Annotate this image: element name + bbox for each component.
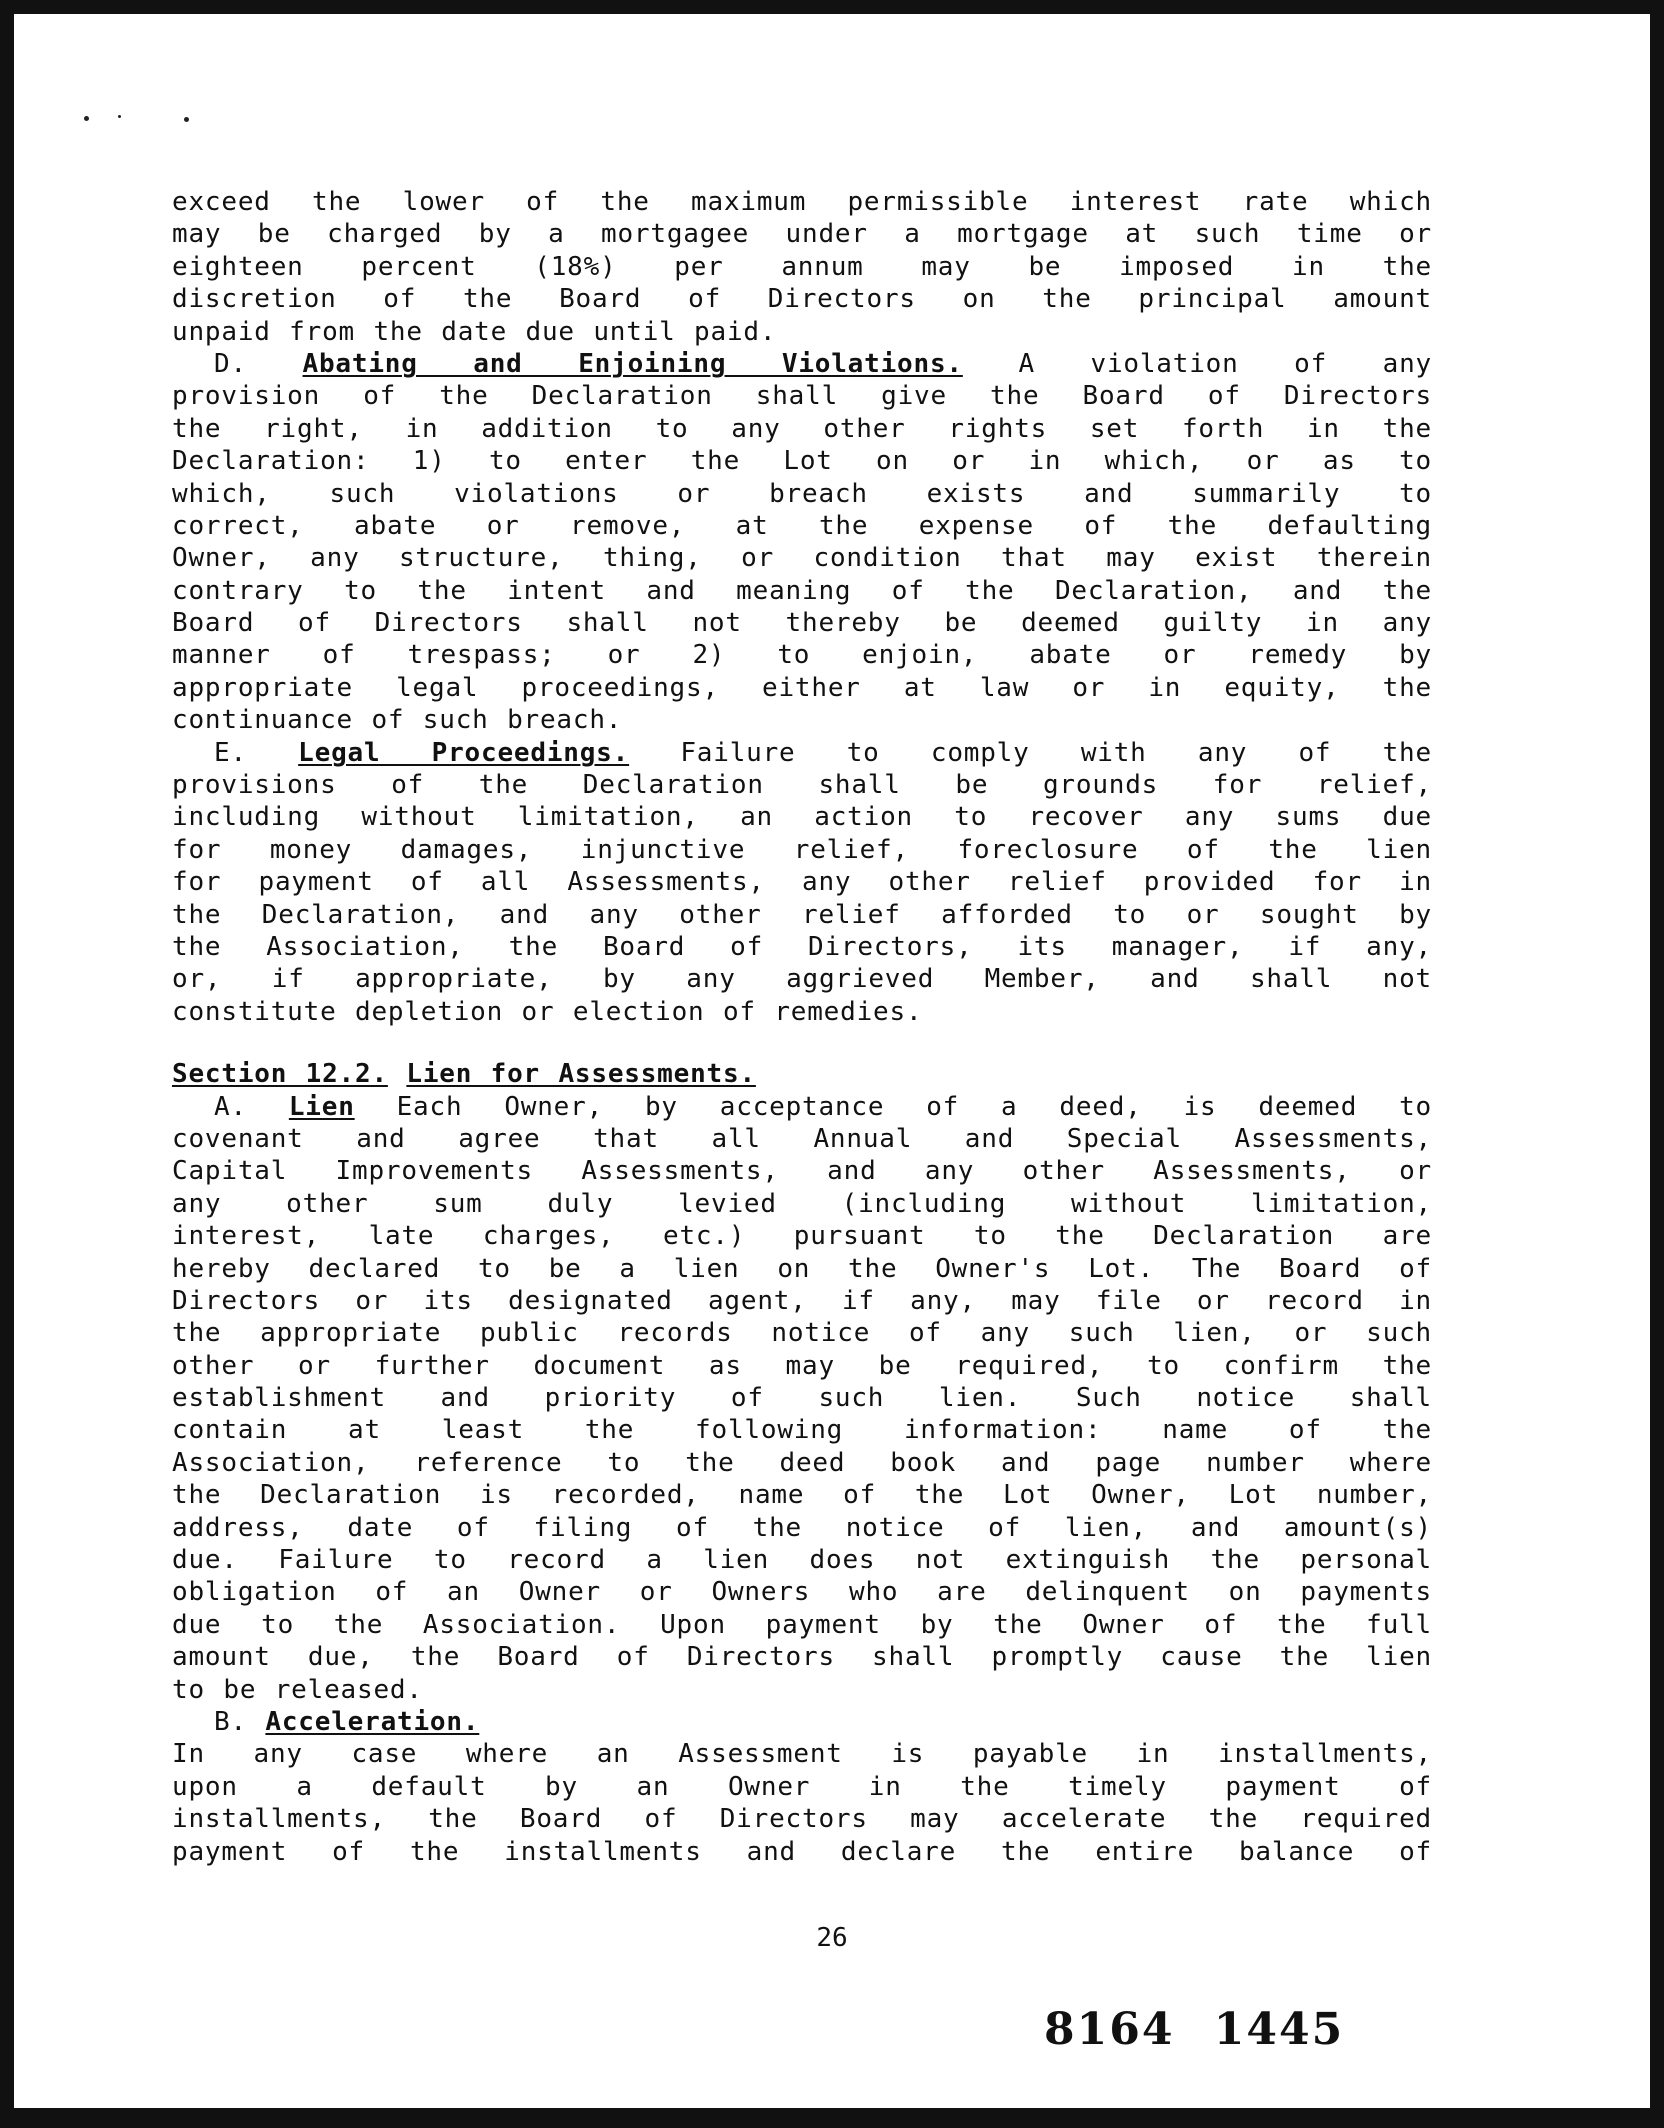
text-line (172, 1414, 1432, 1446)
line-text: In any case where an Assessment is payable in installments, (172, 1739, 1432, 1770)
text-line (172, 1641, 1432, 1673)
line-text: obligation of an Owner or Owners who are delinquent on payments (172, 1577, 1432, 1608)
text-line (172, 186, 1432, 218)
line-text: A violation of any (1018, 348, 1432, 379)
line-text: may be charged by a mortgagee under a mortgage at such time or (172, 219, 1432, 250)
item-letter: A. (214, 1091, 247, 1122)
text-line (172, 1512, 1432, 1544)
line-text: establishment and priority of such lien. Such notice shall (172, 1383, 1432, 1414)
text-line (172, 413, 1432, 445)
line-text: hereby declared to be a lien on the Owner's Lot. The Board of (172, 1253, 1432, 1284)
text-line (172, 1447, 1432, 1479)
text-line (172, 1738, 1432, 1770)
text-line (172, 1576, 1432, 1608)
paragraph-gap (172, 1028, 1432, 1058)
line-text: Each Owner, by acceptance of a deed, is deemed to (396, 1091, 1432, 1122)
line-text: unpaid from the date due until paid. (172, 316, 777, 347)
text-line (172, 1188, 1432, 1220)
line-text: exceed the lower of the maximum permissible interest rate which (172, 187, 1432, 217)
text-line (172, 1803, 1432, 1835)
text-line (172, 704, 1432, 736)
text-line (172, 478, 1432, 510)
item-letter: D. (214, 348, 247, 379)
line-text: Declaration: 1) to enter the Lot on or in which, or as to (172, 446, 1432, 477)
text-line (172, 996, 1432, 1028)
text-line (172, 931, 1432, 963)
line-text: Association, reference to the deed book and page number where (172, 1447, 1432, 1478)
line-text: Failure to comply with any of the (680, 737, 1432, 768)
line-text: to be released. (172, 1674, 423, 1705)
text-line (172, 1091, 1432, 1123)
section-number: Section 12.2. (172, 1059, 388, 1090)
line-text: eighteen percent (18%) per annum may be imposed in the (172, 251, 1432, 282)
line-text: the Declaration is recorded, name of the Lot Owner, Lot number, (172, 1480, 1432, 1511)
line-text: continuance of such breach. (172, 705, 623, 736)
line-text: interest, late charges, etc.) pursuant to the Declaration are (172, 1221, 1432, 1252)
text-line (172, 1674, 1432, 1706)
text-line (172, 607, 1432, 639)
line-text: including without limitation, an action to recover any sums due (172, 802, 1432, 833)
text-line (172, 1155, 1432, 1187)
text-line (172, 510, 1432, 542)
line-text: which, such violations or breach exists and summarily to (172, 478, 1432, 509)
subsection-heading: Acceleration. (265, 1706, 480, 1737)
document-page (14, 14, 1650, 2108)
text-line (172, 834, 1432, 866)
text-line (172, 1350, 1432, 1382)
text-line (172, 1253, 1432, 1285)
line-text: for money damages, injunctive relief, foreclosure of the lien (172, 834, 1432, 865)
line-text: provision of the Declaration shall give the Board of Directors (172, 381, 1432, 412)
line-text: appropriate legal proceedings, either at law or in equity, the (172, 672, 1432, 703)
text-line (172, 963, 1432, 995)
line-text: or, if appropriate, by any aggrieved Member, and shall not (172, 964, 1432, 995)
item-letter: B. (214, 1706, 247, 1737)
text-line (172, 380, 1432, 412)
line-text: Owner, any structure, thing, or condition that may exist therein (172, 543, 1432, 574)
line-text: upon a default by an Owner in the timely payment of (172, 1771, 1432, 1802)
text-line (172, 639, 1432, 671)
line-text: constitute depletion or election of remedies. (172, 996, 923, 1027)
text-line (172, 218, 1432, 250)
text-line (172, 1382, 1432, 1414)
line-text: the Association, the Board of Directors, its manager, if any, (172, 931, 1432, 962)
subsection-heading: Legal Proceedings. (298, 737, 630, 768)
text-line (172, 1609, 1432, 1641)
section-heading (172, 1058, 1432, 1090)
line-text: contrary to the intent and meaning of the Declaration, and the (172, 575, 1432, 606)
text-line (172, 348, 1432, 380)
text-line (172, 283, 1432, 315)
line-text: Capital Improvements Assessments, and any other Assessments, or (172, 1156, 1432, 1187)
text-line (172, 899, 1432, 931)
item-letter: E. (214, 737, 247, 768)
line-text: correct, abate or remove, at the expense of the defaulting (172, 510, 1432, 541)
text-line (172, 1771, 1432, 1803)
line-text: other or further document as may be required, to confirm the (172, 1350, 1432, 1381)
line-text: any other sum duly levied (including without limitation, (172, 1188, 1432, 1219)
text-line (172, 1317, 1432, 1349)
text-line (172, 1836, 1432, 1868)
line-text: discretion of the Board of Directors on the principal amount (172, 284, 1432, 315)
line-text: installments, the Board of Directors may accelerate the required (172, 1804, 1432, 1835)
text-line (172, 316, 1432, 348)
text-line (172, 737, 1432, 769)
text-line (172, 1220, 1432, 1252)
line-text: covenant and agree that all Annual and Special Assessments, (172, 1123, 1432, 1154)
text-line (172, 251, 1432, 283)
line-text: due. Failure to record a lien does not extinguish the personal (172, 1545, 1432, 1576)
text-line (172, 769, 1432, 801)
page-number: 26 (816, 1923, 848, 1953)
text-line (172, 445, 1432, 477)
line-text: provisions of the Declaration shall be grounds for relief, (172, 770, 1432, 801)
line-text: the appropriate public records notice of any such lien, or such (172, 1318, 1432, 1349)
subsection-heading: Lien (288, 1091, 355, 1122)
line-text: Directors or its designated agent, if any, may file or record in (172, 1285, 1432, 1316)
document-body (172, 186, 1432, 1868)
text-line (172, 1479, 1432, 1511)
text-line (172, 1123, 1432, 1155)
line-text: due to the Association. Upon payment by the Owner of the full (172, 1609, 1432, 1640)
text-line (172, 575, 1432, 607)
text-line (172, 801, 1432, 833)
scan-specks (84, 106, 194, 126)
line-text: for payment of all Assessments, any other relief provided for in (172, 867, 1432, 898)
line-text: manner of trespass; or 2) to enjoin, abate or remedy by (172, 640, 1432, 671)
subsection-heading: Lien for Assessments. (406, 1059, 756, 1090)
line-text: the right, in addition to any other rights set forth in the (172, 413, 1432, 444)
text-line (172, 542, 1432, 574)
text-line (172, 1285, 1432, 1317)
text-line (172, 672, 1432, 704)
line-text: contain at least the following information: name of the (172, 1415, 1432, 1446)
line-text: address, date of filing of the notice of lien, and amount(s) (172, 1512, 1432, 1543)
text-line (172, 1706, 1432, 1738)
subsection-heading: Abating and Enjoining Violations. (302, 348, 963, 379)
line-text: amount due, the Board of Directors shall promptly cause the lien (172, 1642, 1432, 1673)
line-text: Board of Directors shall not thereby be deemed guilty in any (172, 608, 1432, 639)
text-line (172, 1544, 1432, 1576)
line-text: the Declaration, and any other relief afforded to or sought by (172, 899, 1432, 930)
filing-number: 8164 1445 (1044, 2004, 1345, 2055)
line-text: payment of the installments and declare the entire balance of (172, 1836, 1432, 1867)
text-line (172, 866, 1432, 898)
